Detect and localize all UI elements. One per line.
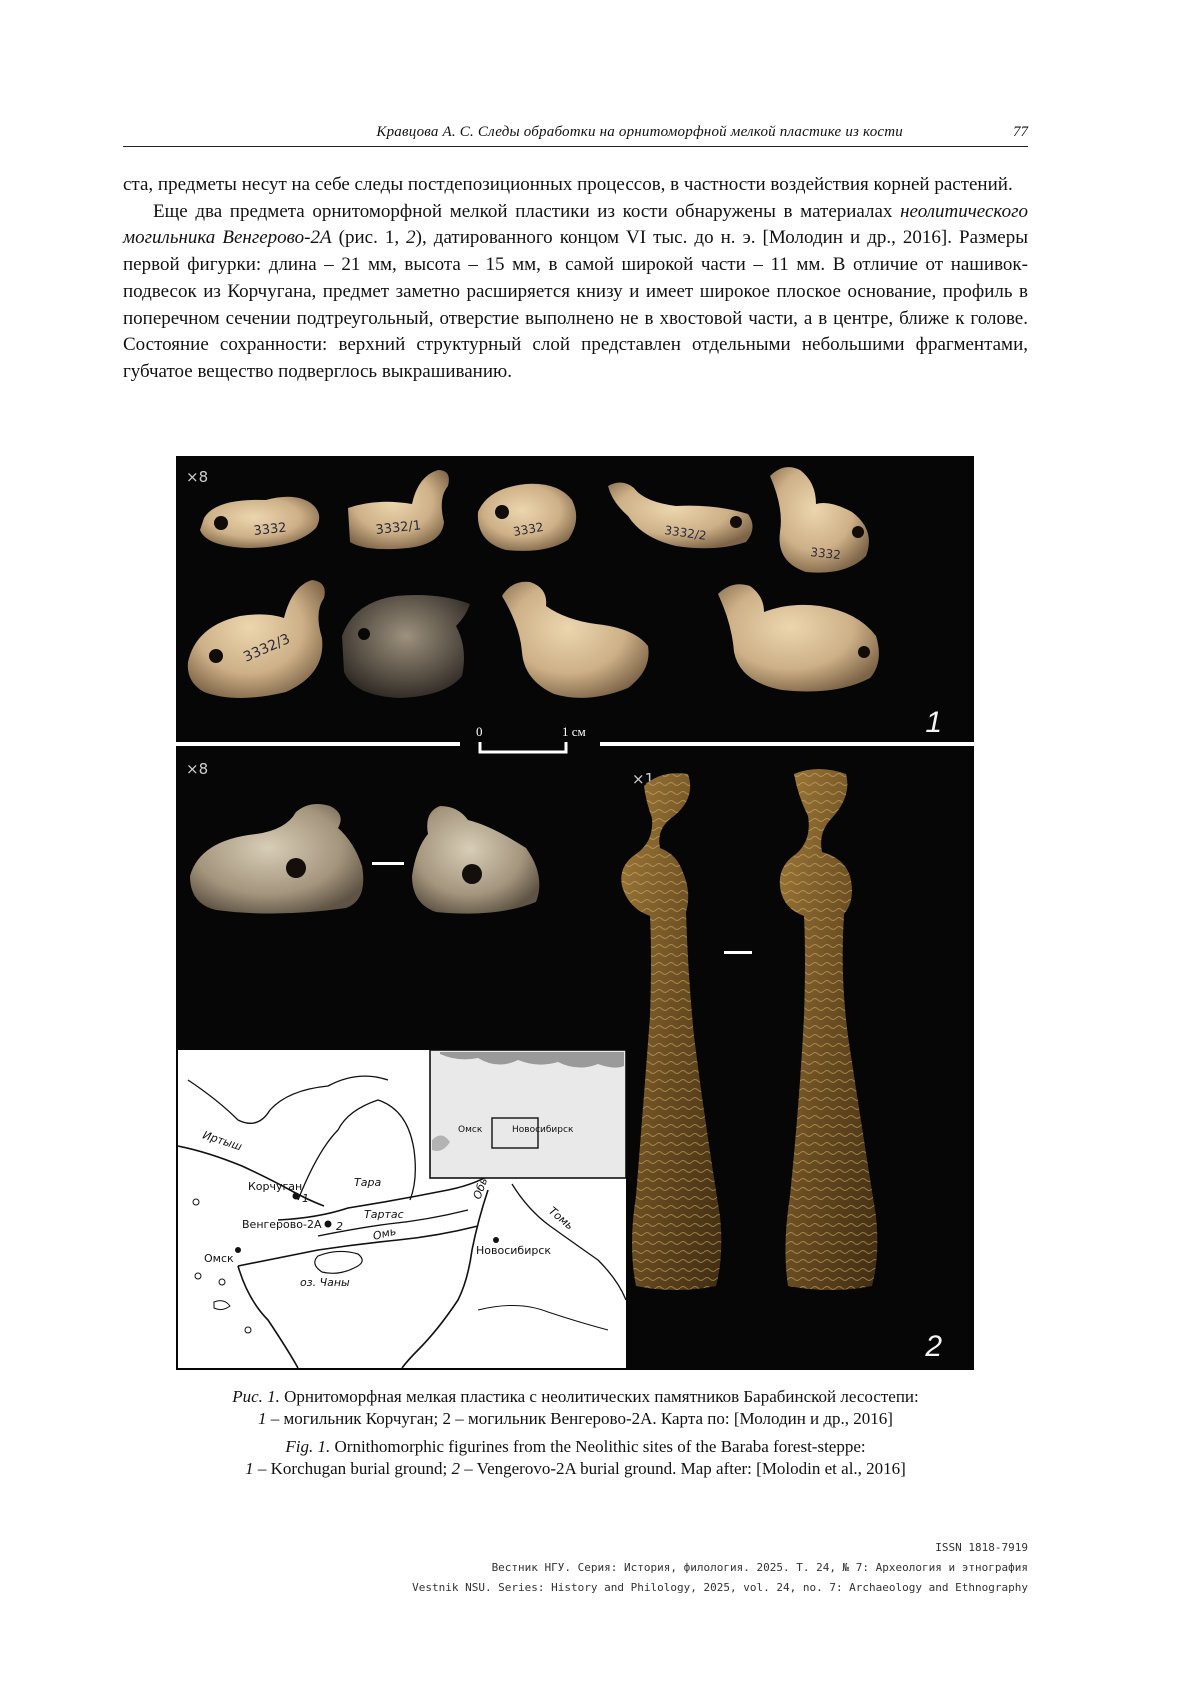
map-inset xyxy=(430,1050,626,1178)
paragraph-1: ста, предметы несут на себе следы постдепозиционных процессов, в частности воздействия корней растений. xyxy=(123,172,1028,199)
footer-issn: ISSN 1818-7919 xyxy=(935,1541,1028,1554)
panel2-scale-right: ×1 xyxy=(632,770,654,788)
figurine-6 xyxy=(188,580,325,698)
label-novosibirsk: Новосибирск xyxy=(476,1244,551,1257)
running-header xyxy=(123,120,1028,146)
caption-en-label: Fig. 1. xyxy=(285,1437,330,1456)
label-ob: Обь xyxy=(471,1176,491,1201)
label-vengerovo-num: 2 xyxy=(336,1220,343,1233)
panel2-scale-left: ×8 xyxy=(186,760,208,778)
label-irtysh: Иртыш xyxy=(201,1128,243,1153)
footer-journal-en: Vestnik NSU. Series: History and Philology, 2025, vol. 24, no. 7: Archaeology and Ethnography xyxy=(412,1581,1028,1594)
caption-en-line-1: Fig. 1. Ornithomorphic figurines from the Neolithic sites of the Baraba forest-steppe: xyxy=(123,1436,1028,1457)
label-korchugan: Корчуган xyxy=(248,1180,302,1193)
specimen-label: 3332 xyxy=(810,545,842,562)
view-separator-2 xyxy=(724,951,752,954)
site-name-italic: неолитического могильника Венгерово-2А xyxy=(123,201,1028,249)
vengerovo-figurine-view-1 xyxy=(190,804,363,914)
map-svg xyxy=(178,1050,626,1368)
figurine-8 xyxy=(502,582,649,698)
body-text xyxy=(123,172,1028,386)
figurine-2 xyxy=(348,470,449,549)
label-om: Омь xyxy=(372,1225,398,1243)
figurine-7 xyxy=(342,595,470,698)
label-vengerovo: Венгерово-2А xyxy=(242,1218,322,1231)
caption-ru-line-2: 1 – могильник Корчуган; 2 – могильник Венгерово-2А. Карта по: [Молодин и др., 2016] xyxy=(123,1408,1028,1429)
paragraph-2: Еще два предмета орнитоморфной мелкой пластики из кости обнаружены в материалах неолитического могильника Венгерово-2А (рис. 1, 2), датированного концом VI тыс. до н. э. [Молодин и др., 2016]. Размеры первой фигурки: длина – 21 мм, высота – 15 мм, в самой широкой части – 11 мм. В отличие от нашивок-подвесок из Корчугана, предмет заметно расширяется книзу и имеет широкое плоское основание, профиль в поперечном сечении подтреугольный, отверстие выполнено не в хвостовой части, а в центре, ближе к голове. Состояние сохранности: верхний структурный слой представлен отдельными небольшими фрагментами, губчатое вещество подверглось выкрашиванию. xyxy=(123,199,1028,386)
label-tom: Томь xyxy=(546,1204,576,1232)
figure-1 xyxy=(176,456,974,1370)
inset-label-novosibirsk: Новосибирск xyxy=(512,1125,574,1135)
inset-label-omsk: Омск xyxy=(458,1125,483,1135)
caption-ru-line-1: Рис. 1. Орнитоморфная мелкая пластика с неолитических памятников Барабинской лесостепи: xyxy=(123,1386,1028,1407)
caption-en-line-2: 1 – Korchugan burial ground; 2 – Vengerovo-2A burial ground. Map after: [Molodin et al., 2016] xyxy=(123,1458,1028,1479)
page-number: 77 xyxy=(1013,124,1028,141)
figurine-4 xyxy=(608,482,753,548)
city-omsk-marker xyxy=(235,1247,241,1253)
scale-bar-one: 1 см xyxy=(562,724,586,739)
bronze-pin-view-1 xyxy=(621,773,721,1290)
label-chany: оз. Чаны xyxy=(300,1276,350,1289)
specimen-label: 3332/2 xyxy=(664,523,708,543)
panel1-number: 1 xyxy=(925,706,942,739)
specimen-label: 3332 xyxy=(253,521,287,539)
figurine-9 xyxy=(718,584,879,691)
label-tartas: Тартас xyxy=(364,1208,404,1221)
caption-ru-label: Рис. 1. xyxy=(232,1387,280,1406)
view-separator-1 xyxy=(372,862,404,865)
divider-right xyxy=(600,742,974,746)
specimen-label: 3332/3 xyxy=(241,631,293,666)
scale-bar-zero: 0 xyxy=(476,724,483,739)
running-title: Кравцова А. С. Следы обработки на орнитоморфной мелкой пластике из кости xyxy=(123,124,903,141)
panel2-number: 2 xyxy=(924,1330,942,1363)
city-novosibirsk-marker xyxy=(493,1237,499,1243)
specimen-label: 3332 xyxy=(512,520,545,539)
site-korchugan-marker xyxy=(293,1193,300,1200)
vengerovo-figurine-view-2 xyxy=(412,806,539,914)
figurine-1 xyxy=(200,497,319,548)
label-omsk: Омск xyxy=(204,1252,234,1265)
figurine-3 xyxy=(478,484,576,551)
footer-journal-ru: Вестник НГУ. Серия: История, филология. 2025. Т. 24, № 7: Археология и этнография xyxy=(492,1561,1028,1574)
scale-bar xyxy=(480,742,566,752)
panel1-scale: ×8 xyxy=(186,468,208,486)
site-map xyxy=(178,1050,626,1368)
specimen-label: 3332/1 xyxy=(375,518,422,538)
bronze-pin-view-2 xyxy=(780,769,878,1290)
header-rule xyxy=(123,146,1028,147)
site-vengerovo-marker xyxy=(325,1221,332,1228)
label-korchugan-num: 1 xyxy=(302,1192,309,1205)
figurine-5 xyxy=(770,467,869,573)
label-tara: Тара xyxy=(354,1176,381,1189)
divider-left xyxy=(176,742,460,746)
